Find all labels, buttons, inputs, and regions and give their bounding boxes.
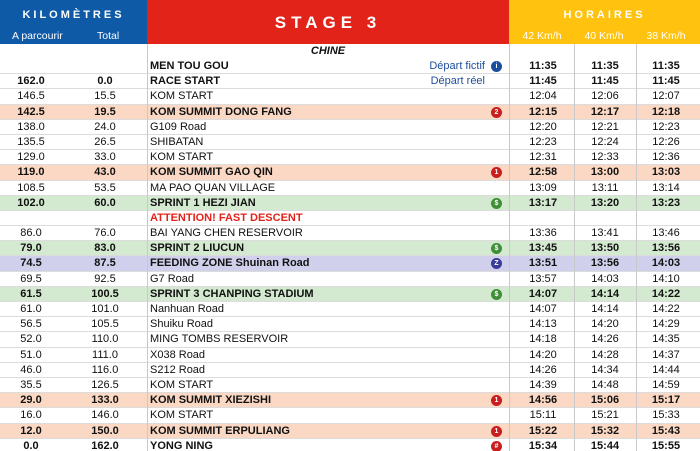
location-name: FEEDING ZONE Shuinan Road — [150, 257, 310, 270]
location-name: BAI YANG CHEN RESERVOIR — [150, 227, 303, 240]
time-42kmh: 12:15 — [528, 105, 558, 118]
time-40kmh: 14:34 — [591, 363, 619, 376]
time-42kmh: 12:58 — [528, 166, 558, 179]
time-42kmh: 13:17 — [528, 196, 558, 209]
time-40kmh: 12:24 — [591, 135, 619, 148]
location-name: Nanhuan Road — [150, 303, 225, 315]
table-row — [0, 196, 700, 211]
table-row — [0, 165, 700, 180]
km-remaining — [0, 59, 62, 74]
table-row — [0, 89, 700, 104]
time-40kmh: 14:14 — [591, 303, 619, 315]
time-38kmh: 12:26 — [652, 135, 680, 148]
km-remaining: 146.5 — [17, 90, 45, 103]
location-name: SHIBATAN — [150, 135, 204, 148]
table-row — [0, 363, 700, 378]
km-total: 33.0 — [94, 151, 116, 164]
time-42kmh: 13:51 — [528, 257, 558, 270]
location-name: MA PAO QUAN VILLAGE — [150, 181, 276, 194]
location-name: KOM START — [150, 378, 214, 391]
location-name: KOM START — [150, 409, 214, 422]
km-remaining: 52.0 — [20, 333, 42, 346]
km-total: 53.5 — [94, 181, 116, 194]
km-total: 116.0 — [91, 363, 119, 376]
time-42kmh: 15:22 — [528, 424, 558, 437]
time-42kmh: 14:07 — [528, 287, 558, 300]
km-remaining: 56.5 — [20, 318, 42, 331]
km-remaining — [0, 211, 62, 226]
time-40kmh: 14:26 — [591, 333, 619, 346]
time-42kmh: 14:39 — [529, 378, 557, 391]
table-row — [0, 287, 700, 302]
kom-category-icon: 1 — [491, 167, 502, 178]
time-38kmh: 15:33 — [652, 409, 680, 422]
table-row — [0, 211, 700, 226]
km-total: 0.0 — [97, 75, 113, 88]
table-row — [0, 59, 700, 74]
time-40kmh — [574, 211, 636, 226]
kom-category-icon: 1 — [491, 395, 502, 406]
time-40kmh: 12:17 — [590, 105, 620, 118]
time-40kmh: 12:33 — [591, 151, 619, 164]
column-divider — [147, 44, 148, 451]
time-38kmh: 14:03 — [651, 257, 681, 270]
time-42kmh: 11:45 — [529, 75, 557, 88]
time-42kmh: 13:45 — [528, 242, 558, 255]
time-40kmh: 11:35 — [591, 60, 619, 72]
km-total: 43.0 — [94, 166, 116, 179]
info-icon: i — [491, 61, 502, 72]
km-remaining: 51.0 — [20, 348, 42, 361]
time-40kmh: 14:20 — [591, 318, 619, 331]
time-42kmh — [512, 211, 574, 226]
km-total: 92.5 — [94, 272, 116, 285]
time-38kmh: 13:46 — [652, 227, 680, 240]
location-name: MING TOMBS RESERVOIR — [150, 333, 289, 346]
table-row — [0, 302, 700, 317]
table-row — [0, 424, 700, 439]
location-name: SPRINT 2 LIUCUN — [150, 242, 245, 255]
km-remaining: 86.0 — [20, 227, 42, 240]
table-row — [0, 408, 700, 423]
route-rows — [0, 59, 700, 451]
total-column-header: Total — [97, 30, 120, 42]
km-remaining: 138.0 — [17, 120, 45, 133]
km-remaining: 129.0 — [17, 151, 45, 164]
time-40kmh: 12:21 — [591, 120, 619, 133]
speed-header-40: 40 Km/h — [584, 30, 624, 42]
km-total: 110.0 — [91, 333, 119, 346]
km-total: 15.5 — [94, 90, 116, 103]
table-row — [0, 226, 700, 241]
location-name: KOM SUMMIT GAO QIN — [150, 166, 273, 179]
location-name: SPRINT 3 CHANPING STADIUM — [150, 287, 314, 300]
time-42kmh: 11:35 — [529, 60, 557, 72]
km-remaining: 119.0 — [17, 166, 45, 179]
time-38kmh: 13:03 — [651, 166, 681, 179]
km-remaining: 61.0 — [20, 303, 42, 315]
sprint-icon: $ — [491, 243, 502, 254]
time-42kmh: 14:18 — [529, 333, 557, 346]
time-38kmh: 12:36 — [652, 151, 680, 164]
sprint-icon: $ — [491, 198, 502, 209]
km-remaining: 61.5 — [20, 287, 42, 300]
km-remaining: 142.5 — [17, 105, 45, 118]
start-note: Départ réel — [430, 75, 485, 88]
column-divider — [509, 44, 510, 451]
kom-category-icon: 2 — [491, 107, 502, 118]
km-total: 150.0 — [91, 424, 119, 437]
time-38kmh: 15:55 — [651, 439, 681, 451]
start-note: Départ fictif — [429, 60, 485, 72]
time-42kmh: 14:26 — [529, 363, 557, 376]
km-remaining: 0.0 — [23, 439, 39, 451]
km-remaining: 108.5 — [17, 181, 45, 194]
time-38kmh: 12:07 — [652, 90, 680, 103]
column-divider — [574, 44, 575, 451]
kom-category-icon: 1 — [491, 426, 502, 437]
time-38kmh: 14:10 — [652, 272, 680, 285]
time-40kmh: 12:06 — [591, 90, 619, 103]
time-38kmh — [636, 211, 696, 226]
time-38kmh: 11:35 — [652, 60, 680, 72]
finish-flag-icon: # — [491, 441, 502, 451]
time-38kmh: 11:45 — [652, 75, 680, 88]
time-40kmh: 13:56 — [590, 257, 620, 270]
location-name: KOM START — [150, 90, 214, 103]
time-40kmh: 13:50 — [590, 242, 620, 255]
time-38kmh: 14:44 — [652, 363, 680, 376]
location-name: G7 Road — [150, 272, 195, 285]
time-40kmh: 13:00 — [590, 166, 620, 179]
time-40kmh: 13:41 — [591, 227, 619, 240]
km-total: 126.5 — [91, 378, 119, 391]
table-row — [0, 378, 700, 393]
km-remaining: 29.0 — [20, 394, 42, 407]
location-name: Shuiku Road — [150, 318, 213, 331]
time-38kmh: 14:59 — [652, 378, 680, 391]
time-40kmh: 14:14 — [590, 287, 620, 300]
kilometres-title: KILOMÈTRES — [22, 9, 125, 21]
km-total: 87.5 — [94, 257, 116, 270]
km-remaining: 46.0 — [20, 363, 42, 376]
location-name: MEN TOU GOU — [150, 60, 229, 72]
time-42kmh: 12:31 — [529, 151, 557, 164]
location-name: G109 Road — [150, 120, 207, 133]
table-row — [0, 393, 700, 408]
table-row — [0, 439, 700, 451]
location-name: KOM START — [150, 151, 214, 164]
time-38kmh: 15:17 — [651, 394, 681, 407]
km-total: 162.0 — [91, 439, 119, 451]
table-row — [0, 105, 700, 120]
column-divider — [636, 44, 637, 451]
time-38kmh: 14:35 — [652, 333, 680, 346]
km-remaining: 102.0 — [17, 196, 45, 209]
time-42kmh: 14:07 — [529, 303, 557, 315]
km-total: 111.0 — [92, 348, 118, 361]
km-remaining: 69.5 — [20, 272, 42, 285]
table-row — [0, 348, 700, 363]
km-total: 83.0 — [94, 242, 116, 255]
time-40kmh: 11:45 — [591, 75, 619, 88]
time-42kmh: 14:20 — [529, 348, 557, 361]
time-42kmh: 13:36 — [529, 227, 557, 240]
time-40kmh: 13:11 — [591, 181, 619, 194]
km-total: 105.5 — [91, 318, 119, 331]
km-total: 19.5 — [94, 105, 116, 118]
time-42kmh: 15:11 — [529, 409, 557, 422]
table-row — [0, 317, 700, 332]
table-row — [0, 256, 700, 271]
location-name: KOM SUMMIT ERPULIANG — [150, 424, 290, 437]
km-total: 100.5 — [91, 287, 119, 300]
km-remaining: 74.5 — [20, 257, 42, 270]
time-40kmh: 15:06 — [590, 394, 620, 407]
speed-header-42: 42 Km/h — [522, 30, 562, 42]
feeding-zone-icon: Z — [491, 258, 502, 269]
table-row — [0, 181, 700, 196]
time-40kmh: 15:32 — [590, 424, 620, 437]
sprint-icon: $ — [491, 289, 502, 300]
time-40kmh: 14:28 — [591, 348, 619, 361]
location-name: KOM SUMMIT XIEZISHI — [150, 394, 271, 407]
km-remaining: 35.5 — [20, 378, 42, 391]
km-total: 60.0 — [94, 196, 116, 209]
km-total: 133.0 — [91, 394, 119, 407]
time-38kmh: 13:14 — [652, 181, 680, 194]
time-38kmh: 14:22 — [651, 287, 681, 300]
table-row — [0, 332, 700, 347]
time-42kmh: 13:09 — [529, 181, 557, 194]
location-name: SPRINT 1 HEZI JIAN — [150, 196, 256, 209]
time-38kmh: 12:23 — [652, 120, 680, 133]
horaires-header — [509, 0, 700, 44]
km-remaining: 12.0 — [20, 424, 42, 437]
time-38kmh: 14:29 — [652, 318, 680, 331]
km-total — [74, 59, 136, 74]
time-40kmh: 15:44 — [590, 439, 620, 451]
location-name: RACE START — [150, 75, 221, 88]
km-remaining: 162.0 — [17, 75, 45, 88]
time-38kmh: 13:56 — [651, 242, 681, 255]
kilometres-header — [0, 0, 147, 44]
time-42kmh: 12:04 — [529, 90, 557, 103]
table-row — [0, 241, 700, 256]
km-total: 76.0 — [94, 227, 116, 240]
table-row — [0, 135, 700, 150]
location-name: KOM SUMMIT DONG FANG — [150, 105, 292, 118]
km-total: 24.0 — [94, 120, 116, 133]
stage-header — [147, 0, 509, 44]
time-42kmh: 14:56 — [528, 394, 558, 407]
time-38kmh: 14:37 — [652, 348, 680, 361]
time-40kmh: 15:21 — [591, 409, 619, 422]
speed-header-38: 38 Km/h — [646, 30, 686, 42]
location-name: ATTENTION! FAST DESCENT — [150, 211, 303, 224]
time-42kmh: 13:57 — [529, 272, 557, 285]
time-40kmh: 14:48 — [591, 378, 619, 391]
stage-title: STAGE 3 — [274, 13, 382, 32]
km-total: 26.5 — [94, 135, 116, 148]
table-row — [0, 120, 700, 135]
table-row — [0, 272, 700, 287]
time-38kmh: 13:23 — [651, 196, 681, 209]
km-total: 146.0 — [91, 409, 119, 422]
location-name: YONG NING — [150, 439, 213, 451]
table-row — [0, 150, 700, 165]
time-40kmh: 14:03 — [591, 272, 619, 285]
country-label: CHINE — [310, 45, 346, 57]
remaining-column-header: A parcourir — [12, 30, 63, 42]
horaires-title: HORAIRES — [563, 9, 646, 21]
table-row — [0, 74, 700, 89]
time-42kmh: 12:20 — [529, 120, 557, 133]
km-total: 101.0 — [91, 303, 119, 315]
location-name: S212 Road — [150, 363, 206, 376]
time-38kmh: 14:22 — [652, 303, 680, 315]
km-total — [74, 211, 136, 226]
time-38kmh: 15:43 — [651, 424, 681, 437]
km-remaining: 135.5 — [17, 135, 45, 148]
km-remaining: 79.0 — [20, 242, 42, 255]
km-remaining: 16.0 — [20, 409, 42, 422]
time-40kmh: 13:20 — [590, 196, 620, 209]
time-42kmh: 14:13 — [529, 318, 557, 331]
time-42kmh: 15:34 — [528, 439, 558, 451]
time-42kmh: 12:23 — [529, 135, 557, 148]
location-name: X038 Road — [150, 348, 206, 361]
time-38kmh: 12:18 — [651, 105, 681, 118]
